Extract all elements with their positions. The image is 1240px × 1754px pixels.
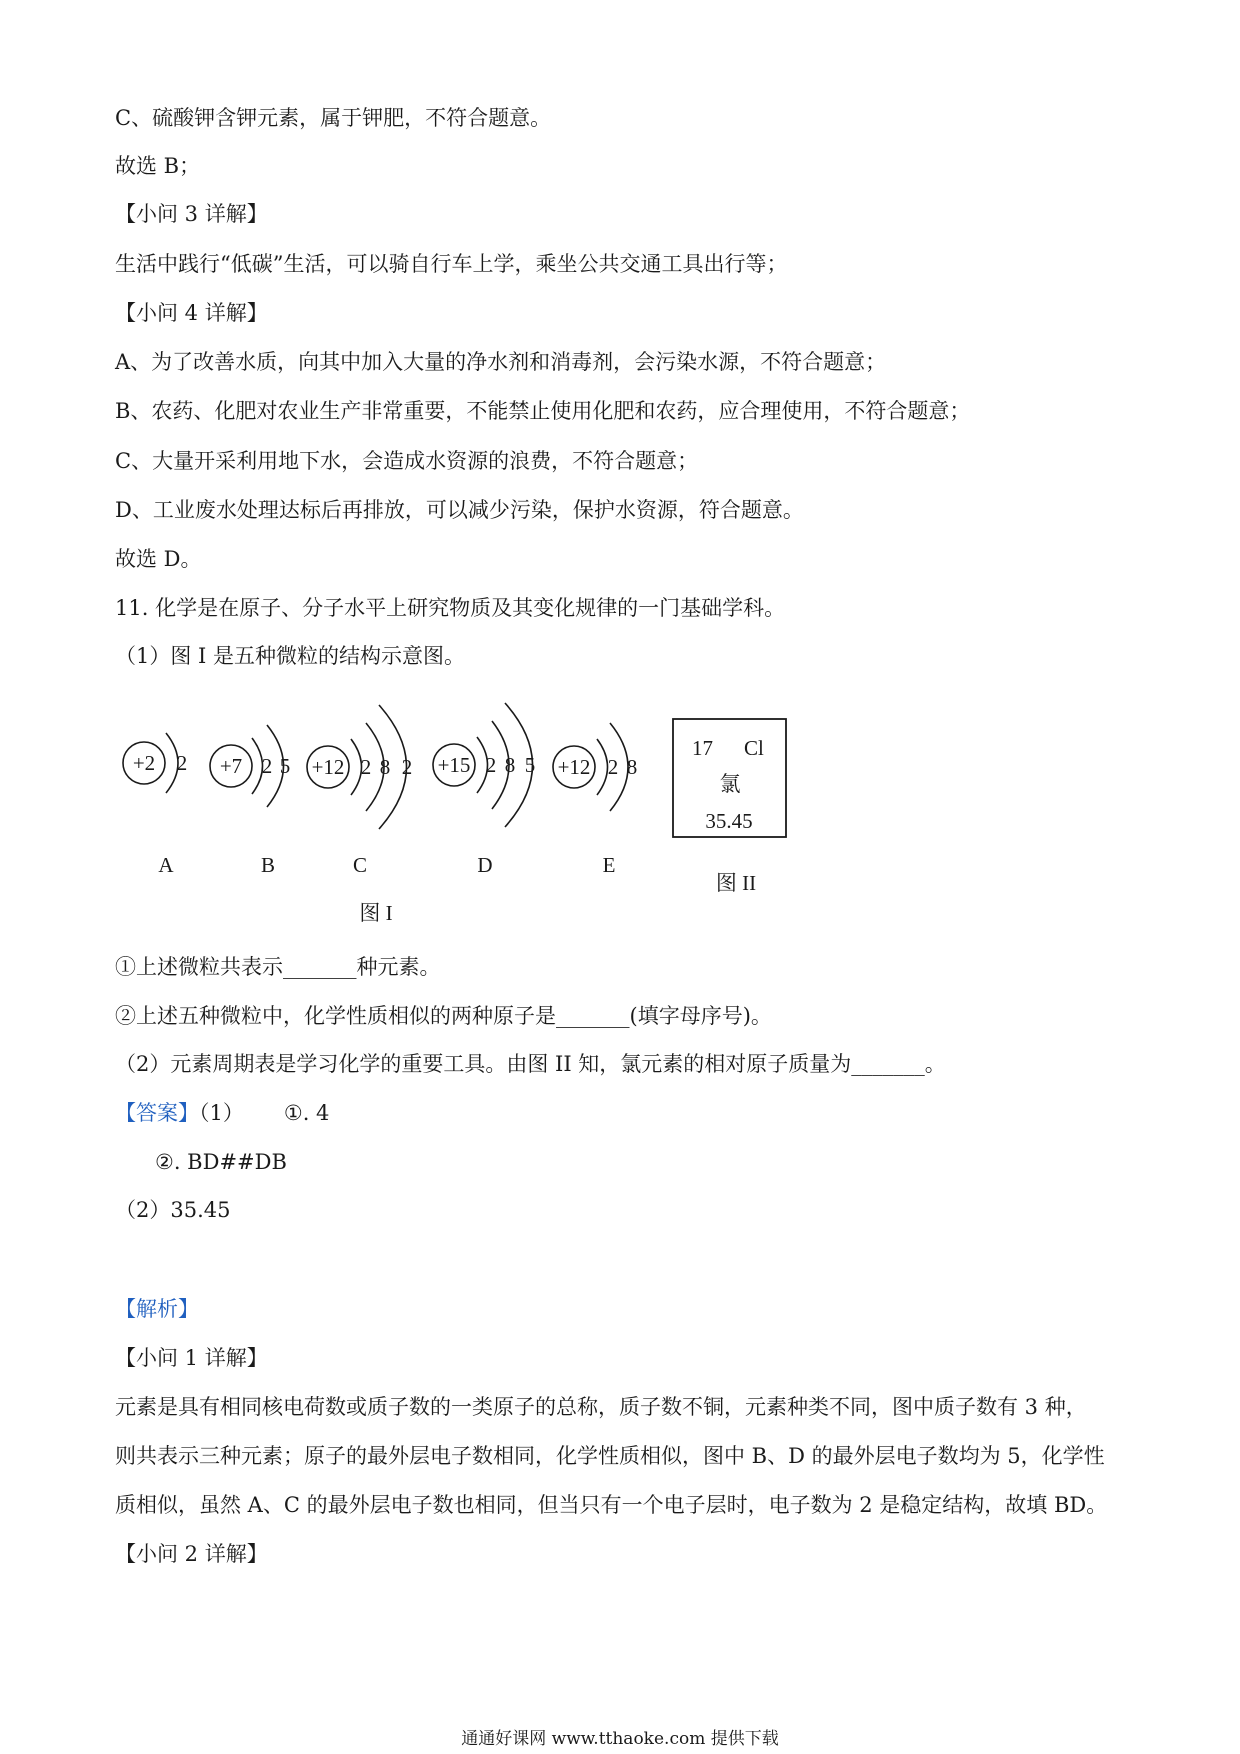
text-line: A、为了改善水质，向其中加入大量的净水剂和消毒剂，会污染水源，不符合题意； — [115, 350, 887, 374]
question-line: （2）元素周期表是学习化学的重要工具。由图 II 知，氯元素的相对原子质量为_______。 — [115, 1052, 946, 1076]
element-number: 17 — [692, 736, 713, 760]
figure-atom-structures — [0, 690, 1240, 930]
section-heading: 【小问 3 详解】 — [115, 202, 268, 226]
atom-label: B — [260, 853, 276, 877]
question-line: ①上述微粒共表示_______种元素。 — [115, 955, 441, 979]
atom-label: A — [158, 853, 174, 877]
answer-line: ②. BD##DB — [155, 1150, 287, 1174]
answer-line: （2）35.45 — [115, 1198, 231, 1222]
text-line: 则共表示三种元素；原子的最外层电子数相同，化学性质相似，图中 B、D 的最外层电子数均为 5，化学性 — [115, 1444, 1105, 1468]
section-heading: 【小问 2 详解】 — [115, 1542, 268, 1566]
text-line: B、农药、化肥对农业生产非常重要，不能禁止使用化肥和农药，应合理使用，不符合题意； — [115, 399, 971, 423]
nucleus-charge: +2 — [132, 751, 156, 775]
text-line: 故选 D。 — [115, 547, 202, 571]
nucleus-charge: +15 — [437, 753, 471, 777]
question-part: （1）图 I 是五种微粒的结构示意图。 — [115, 644, 466, 668]
text-line: 生活中践行“低碳”生活，可以骑自行车上学，乘坐公共交通工具出行等； — [115, 252, 788, 276]
atom-label: E — [602, 853, 616, 877]
electron-count: 2 — [485, 753, 497, 777]
answer-value: ①. 4 — [283, 1101, 330, 1125]
element-name: 氯 — [719, 772, 741, 796]
section-heading: 【小问 4 详解】 — [115, 301, 268, 325]
answer-part: （1） — [199, 1101, 244, 1125]
analysis-heading: 【解析】 — [115, 1297, 199, 1321]
page-footer: 通通好课网 www.tthaoke.com 提供下载 — [461, 1729, 779, 1749]
atom-label: D — [477, 853, 493, 877]
electron-count: 2 — [401, 755, 413, 779]
text-line: 故选 B； — [115, 154, 201, 178]
text-line: 质相似，虽然 A、C 的最外层电子数也相同，但当只有一个电子层时，电子数为 2 是稳定结构，故填 BD。 — [115, 1493, 1108, 1517]
electron-count: 2 — [176, 751, 188, 775]
electron-count: 2 — [607, 755, 619, 779]
electron-count: 2 — [360, 755, 372, 779]
electron-count: 2 — [261, 754, 273, 778]
text-line: C、大量开采利用地下水，会造成水资源的浪费，不符合题意； — [115, 449, 699, 473]
electron-count: 5 — [279, 754, 291, 778]
text-line: D、工业废水处理达标后再排放，可以减少污染，保护水资源，符合题意。 — [115, 498, 804, 522]
figure-caption: 图 I — [359, 901, 393, 925]
answer-label: 【答案】 — [115, 1101, 199, 1125]
answer-line — [115, 1099, 329, 1127]
element-mass: 35.45 — [705, 809, 753, 833]
nucleus-charge: +12 — [557, 755, 591, 779]
atom-label: C — [352, 853, 368, 877]
question-line: ②上述五种微粒中，化学性质相似的两种原子是_______(填字母序号)。 — [115, 1004, 772, 1028]
electron-count: 8 — [504, 753, 516, 777]
electron-count: 8 — [379, 755, 391, 779]
figure-caption: 图 II — [715, 871, 757, 895]
text-line: 元素是具有相同核电荷数或质子数的一类原子的总称，质子数不铜，元素种类不同，图中质子数有 3 种， — [115, 1395, 1087, 1419]
electron-count: 8 — [626, 755, 638, 779]
nucleus-charge: +7 — [219, 754, 243, 778]
section-heading: 【小问 1 详解】 — [115, 1346, 268, 1370]
shell-arc — [597, 739, 608, 795]
electron-count: 5 — [524, 753, 536, 777]
question-title: 11. 化学是在原子、分子水平上研究物质及其变化规律的一门基础学科。 — [115, 596, 786, 620]
nucleus-charge: +12 — [311, 755, 345, 779]
text-line: C、硫酸钾含钾元素，属于钾肥，不符合题意。 — [115, 106, 552, 130]
element-symbol: Cl — [744, 736, 764, 760]
